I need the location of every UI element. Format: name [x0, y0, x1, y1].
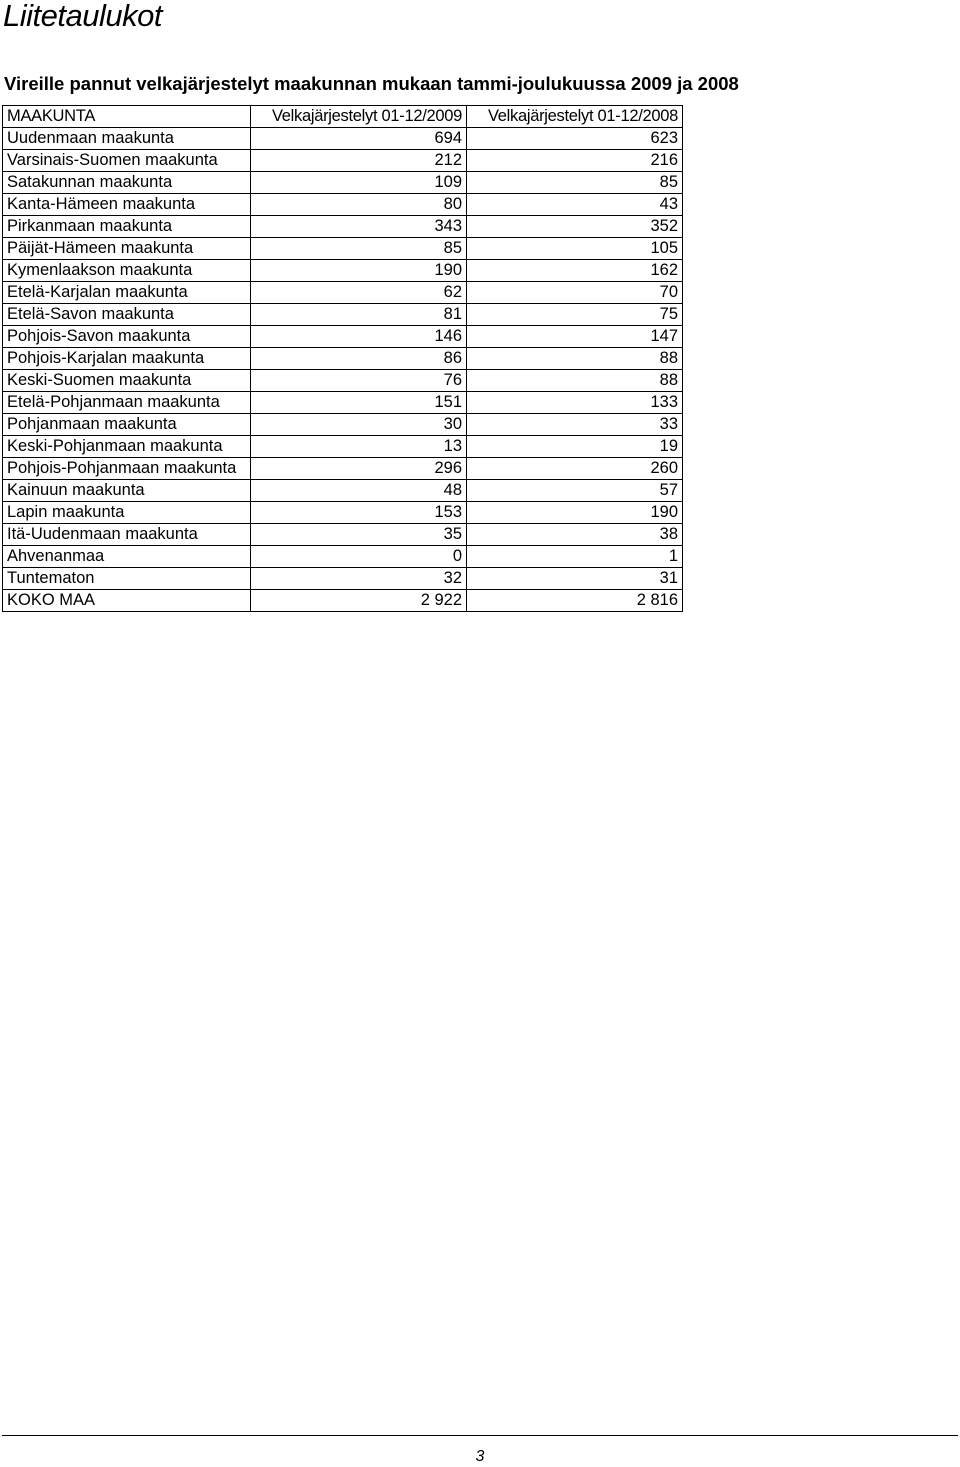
- cell-region: Ahvenanmaa: [3, 546, 251, 568]
- cell-2008: 162: [467, 260, 683, 282]
- cell-2009: 109: [251, 172, 467, 194]
- table-row: [3, 304, 683, 326]
- cell-region: Etelä-Savon maakunta: [3, 304, 251, 326]
- cell-2009: 694: [251, 128, 467, 150]
- cell-region: Pohjanmaan maakunta: [3, 414, 251, 436]
- table-row: [3, 238, 683, 260]
- cell-2008: 260: [467, 458, 683, 480]
- cell-2009: 81: [251, 304, 467, 326]
- cell-2009: 80: [251, 194, 467, 216]
- cell-2008: 190: [467, 502, 683, 524]
- cell-region: Kainuun maakunta: [3, 480, 251, 502]
- table-row: [3, 260, 683, 282]
- cell-2008: 352: [467, 216, 683, 238]
- page-title: Liitetaulukot: [3, 0, 162, 33]
- cell-2008: 43: [467, 194, 683, 216]
- table-row: [3, 326, 683, 348]
- cell-region: Pohjois-Pohjanmaan maakunta: [3, 458, 251, 480]
- cell-region: Keski-Suomen maakunta: [3, 370, 251, 392]
- cell-2008: 70: [467, 282, 683, 304]
- cell-2009: 30: [251, 414, 467, 436]
- table-row: [3, 370, 683, 392]
- cell-2009: 86: [251, 348, 467, 370]
- table-row: [3, 348, 683, 370]
- cell-2008: 147: [467, 326, 683, 348]
- cell-2008: 38: [467, 524, 683, 546]
- cell-region: Pohjois-Karjalan maakunta: [3, 348, 251, 370]
- cell-2008: 105: [467, 238, 683, 260]
- table-row: [3, 568, 683, 590]
- cell-2008: 85: [467, 172, 683, 194]
- table-row: [3, 524, 683, 546]
- cell-2008: 216: [467, 150, 683, 172]
- table-row: [3, 546, 683, 568]
- table-row: [3, 216, 683, 238]
- table-header-row: [3, 106, 683, 128]
- cell-2009: 62: [251, 282, 467, 304]
- cell-2009: 85: [251, 238, 467, 260]
- cell-region: Kanta-Hämeen maakunta: [3, 194, 251, 216]
- cell-2008: 2 816: [467, 590, 683, 612]
- footer-divider: [2, 1435, 958, 1436]
- cell-region: KOKO MAA: [3, 590, 251, 612]
- cell-2008: 88: [467, 370, 683, 392]
- table-row: [3, 590, 683, 612]
- cell-2009: 32: [251, 568, 467, 590]
- cell-region: Pohjois-Savon maakunta: [3, 326, 251, 348]
- cell-2008: 57: [467, 480, 683, 502]
- table-row: [3, 282, 683, 304]
- table-row: [3, 458, 683, 480]
- cell-region: Keski-Pohjanmaan maakunta: [3, 436, 251, 458]
- table-row: [3, 414, 683, 436]
- cell-region: Kymenlaakson maakunta: [3, 260, 251, 282]
- cell-2008: 19: [467, 436, 683, 458]
- cell-2009: 13: [251, 436, 467, 458]
- cell-2008: 33: [467, 414, 683, 436]
- cell-2009: 190: [251, 260, 467, 282]
- cell-region: Tuntematon: [3, 568, 251, 590]
- cell-2009: 146: [251, 326, 467, 348]
- cell-2009: 212: [251, 150, 467, 172]
- cell-2009: 2 922: [251, 590, 467, 612]
- cell-region: Pirkanmaan maakunta: [3, 216, 251, 238]
- data-table: [2, 105, 683, 612]
- table-row: [3, 436, 683, 458]
- table-row: [3, 502, 683, 524]
- cell-region: Itä-Uudenmaan maakunta: [3, 524, 251, 546]
- cell-region: Lapin maakunta: [3, 502, 251, 524]
- cell-2008: 623: [467, 128, 683, 150]
- cell-2008: 88: [467, 348, 683, 370]
- cell-2009: 296: [251, 458, 467, 480]
- table-body: [3, 106, 683, 612]
- cell-2009: 48: [251, 480, 467, 502]
- cell-region: Uudenmaan maakunta: [3, 128, 251, 150]
- cell-region: Etelä-Karjalan maakunta: [3, 282, 251, 304]
- cell-region: Päijät-Hämeen maakunta: [3, 238, 251, 260]
- cell-2009: 151: [251, 392, 467, 414]
- table-row: [3, 480, 683, 502]
- cell-2009: 35: [251, 524, 467, 546]
- cell-region: Etelä-Pohjanmaan maakunta: [3, 392, 251, 414]
- cell-region: Satakunnan maakunta: [3, 172, 251, 194]
- table-row: [3, 392, 683, 414]
- table-row: [3, 194, 683, 216]
- table-row: [3, 150, 683, 172]
- cell-2009: 343: [251, 216, 467, 238]
- cell-2008: 75: [467, 304, 683, 326]
- header-region: MAAKUNTA: [3, 106, 251, 128]
- cell-2008: 31: [467, 568, 683, 590]
- table-row: [3, 172, 683, 194]
- cell-2008: 1: [467, 546, 683, 568]
- header-2009: Velkajärjestelyt 01-12/2009: [251, 106, 467, 128]
- cell-2009: 153: [251, 502, 467, 524]
- table-title: Vireille pannut velkajärjestelyt maakunnan mukaan tammi-joulukuussa 2009 ja 2008: [4, 73, 739, 94]
- cell-2008: 133: [467, 392, 683, 414]
- page-number: 3: [475, 1448, 485, 1465]
- table-row: [3, 128, 683, 150]
- cell-2009: 76: [251, 370, 467, 392]
- header-2008: Velkajärjestelyt 01-12/2008: [467, 106, 683, 128]
- cell-region: Varsinais-Suomen maakunta: [3, 150, 251, 172]
- cell-2009: 0: [251, 546, 467, 568]
